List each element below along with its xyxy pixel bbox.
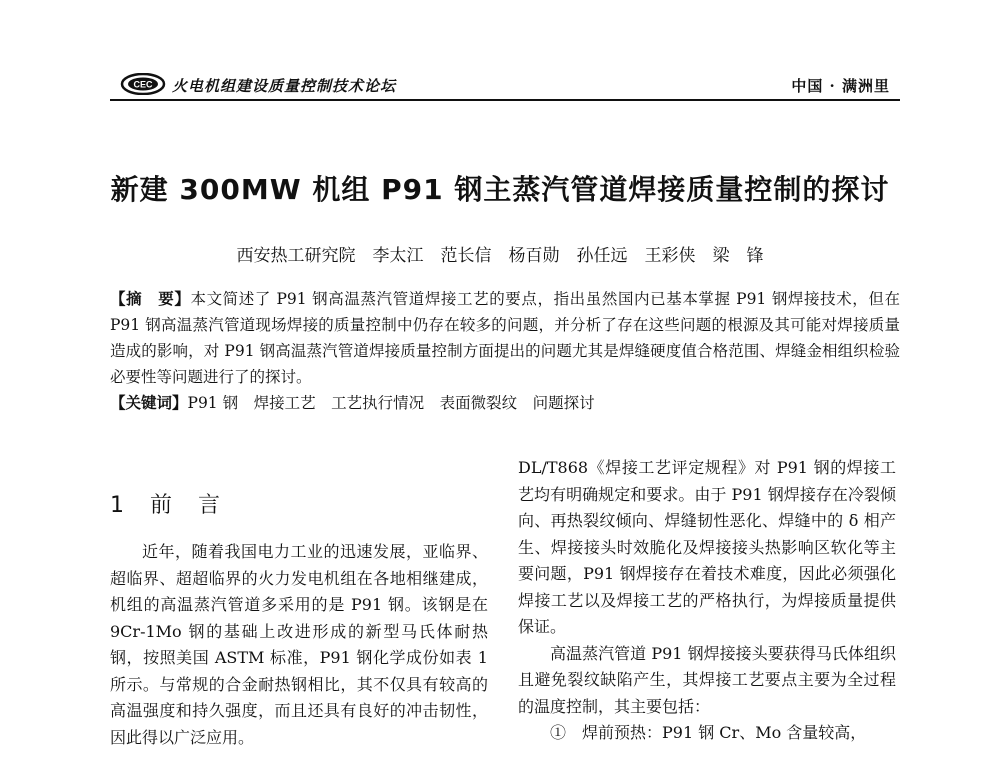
- svg-text:CEC: CEC: [133, 79, 153, 90]
- left-column: [110, 539, 488, 751]
- header-rule: [110, 99, 900, 101]
- keywords-label: 【关键词】: [110, 393, 188, 412]
- header-title: 火电机组建设质量控制技术论坛: [172, 77, 397, 95]
- right-paragraph-1: DL/T868《焊接工艺评定规程》对 P91 钢的焊接工艺均有明确规定和要求。由于 P91 钢焊接存在冷裂倾向、再热裂纹倾向、焊缝韧性恶化、焊缝中的 δ 相产生、焊接接头时效脆化及焊接接头热影响区软化等主要问题，P91 钢焊接存在着技术难度，因此必须强化焊接工艺以及焊接工艺的严格执行，为焊接质量提供保证。: [518, 458, 896, 636]
- author-line: 西安热工研究院 李太江 范长信 杨百勋 孙任远 王彩侠 梁 锋: [236, 246, 764, 266]
- list-item-preheat: ① 焊前预热：P91 钢 Cr、Mo 含量较高，: [550, 723, 867, 742]
- right-column: [518, 455, 896, 747]
- section-heading: 1 前 言: [110, 493, 222, 518]
- abstract-block: [110, 286, 900, 416]
- abstract-paragraph: [110, 286, 900, 390]
- header-location: 中国 · 满洲里: [791, 77, 890, 95]
- keywords-paragraph: [110, 390, 900, 416]
- intro-paragraph: 近年，随着我国电力工业的迅速发展，亚临界、超临界、超超临界的火力发电机组在各地相继建成，机组的高温蒸汽管道多采用的是 P91 钢。该钢是在 9Cr-1Mo 钢的基础上改进形成的新型马氏体耐热钢，按照美国 ASTM 标准，P91 钢化学成份如表 1 所示。与常规的合金耐热钢相比，其不仅具有较高的高温强度和持久强度，而且还具有良好的冲击韧性，因此得以广泛应用。: [110, 542, 488, 747]
- cec-logo-icon: [120, 73, 166, 95]
- right-paragraph-2: 高温蒸汽管道 P91 钢焊接接头要获得马氏体组织且避免裂纹缺陷产生，其焊接工艺要点主要为全过程的温度控制，其主要包括：: [518, 643, 896, 716]
- paper-title: 新建 300MW 机组 P91 钢主蒸汽管道焊接质量控制的探讨: [110, 173, 890, 206]
- abstract-label: 【摘 要】: [110, 289, 191, 308]
- running-header: [110, 70, 900, 100]
- abstract-text: 本文简述了 P91 钢高温蒸汽管道焊接工艺的要点，指出虽然国内已基本掌握 P91 钢焊接技术，但在 P91 钢高温蒸汽管道现场焊接的质量控制中仍存在较多的问题，并分析了存在这些问题的根源及其可能对焊接质量造成的影响，对 P91 钢高温蒸汽管道焊接质量控制方面提出的问题尤其是焊缝硬度值合格范围、焊缝金相组织检验必要性等问题进行了的探讨。: [110, 290, 900, 386]
- keywords-text: P91 钢 焊接工艺 工艺执行情况 表面微裂纹 问题探讨: [187, 394, 595, 412]
